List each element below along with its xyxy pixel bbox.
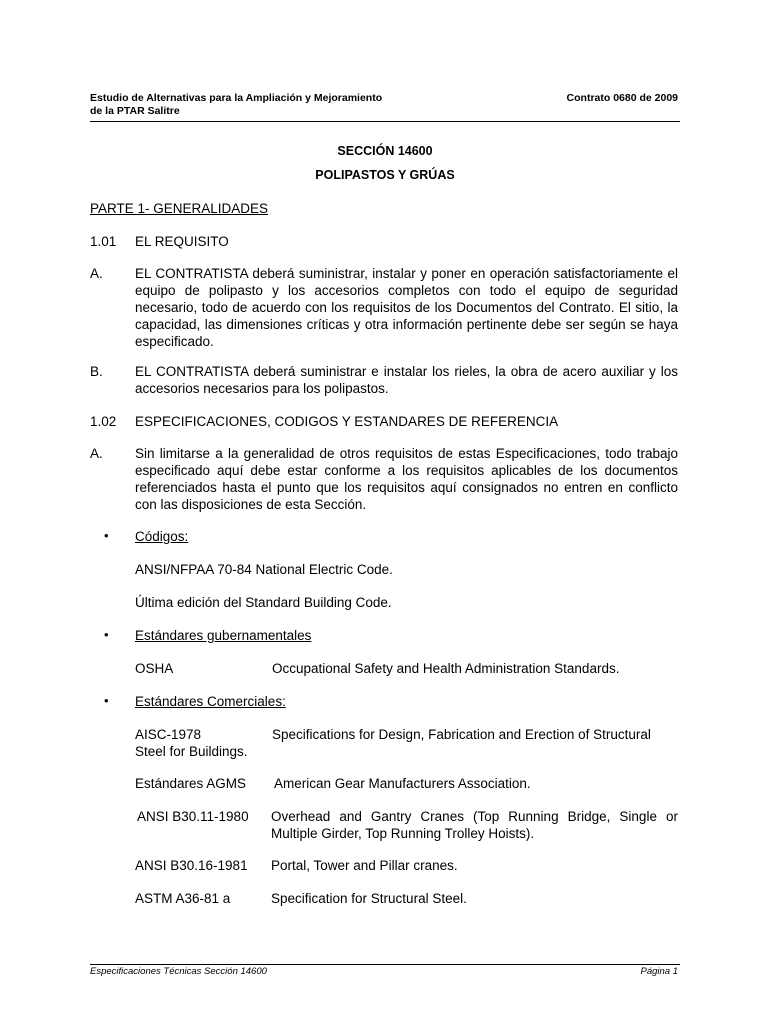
standard-description: Portal, Tower and Pillar cranes. [271,858,458,873]
standard-description: Specifications for Design, Fabrication and Erection of Structural [272,727,651,742]
standard-description: Overhead and Gantry Cranes (Top Running Bridge, Single or Multiple Girder, Top Running Trolley Hoists). [271,809,678,841]
item-text-b: EL CONTRATISTA deberá suministrar e instalar los rieles, la obra de acero auxiliar y los accesorios necesarios para los polipastos. [135,364,678,396]
item-label-a: A. [90,266,103,281]
standard-code: ANSI B30.11-1980 [137,809,249,824]
gubernamentales-heading: Estándares gubernamentales [135,628,312,643]
standard-code: ANSI B30.16-1981 [135,858,248,873]
bullet-comerciales: • [104,693,109,708]
item-label-b: B. [90,364,103,379]
footer-rule [90,964,680,965]
standard-code: AISC-1978 [135,727,202,742]
header-contract: Contrato 0680 de 2009 [566,92,678,104]
standard-description-continued: Steel for Buildings. [135,744,248,759]
bullet-codigos: • [104,528,109,543]
comerciales-heading: Estándares Comerciales: [135,694,286,709]
item-text-a: EL CONTRATISTA deberá suministrar, instalar y poner en operación satisfactoriamente el equipo de polipasto y los accesorios completos con todo el equipo de seguridad necesario, todo de acuerdo con los requisitos de los Documentos del Contrato. El sitio, la capacidad, las dimensiones críticas y otra información pertinente debe ser según se haya especificado. [135,266,678,349]
header-line-1: Estudio de Alternativas para la Ampliación y Mejoramiento [90,92,383,104]
subsection-title-101: EL REQUISITO [135,234,229,249]
standard-description: American Gear Manufacturers Association. [274,776,531,791]
section-number: SECCIÓN 14600 [337,144,433,158]
codigos-line-2: Última edición del Standard Building Code. [135,595,392,610]
osha-code: OSHA [135,661,174,676]
item-text-102-a: Sin limitarse a la generalidad de otros requisitos de estas Especificaciones, todo trabajo especificado aquí debe estar conforme a los requisitos aplicables de los documentos referenciados hasta el punto que los requisitos aquí consignados no entren en conflicto con las disposiciones de esta Sección. [135,446,678,512]
standard-code: ASTM A36-81 a [135,891,231,906]
header-line-2: de la PTAR Salitre [90,105,180,117]
header-project-title [90,92,382,118]
item-label-102-a: A. [90,446,103,461]
standard-description: Specification for Structural Steel. [271,891,467,906]
footer-page-number: Página 1 [640,966,678,977]
footer-document-title: Especificaciones Técnicas Sección 14600 [90,966,267,977]
codigos-heading: Códigos: [135,529,189,544]
bullet-gubernamentales: • [104,627,109,642]
codigos-line-1: ANSI/NFPAA 70-84 National Electric Code. [135,562,393,577]
osha-description: Occupational Safety and Health Administration Standards. [272,661,620,676]
section-title: POLIPASTOS Y GRÚAS [315,168,455,182]
subsection-title-102: ESPECIFICACIONES, CODIGOS Y ESTANDARES DE REFERENCIA [135,414,559,429]
part-heading: PARTE 1- GENERALIDADES [90,201,269,216]
subsection-number-101: 1.01 [90,234,117,249]
header-rule [90,121,680,122]
standard-code: Estándares AGMS [135,776,247,791]
subsection-number-102: 1.02 [90,414,117,429]
